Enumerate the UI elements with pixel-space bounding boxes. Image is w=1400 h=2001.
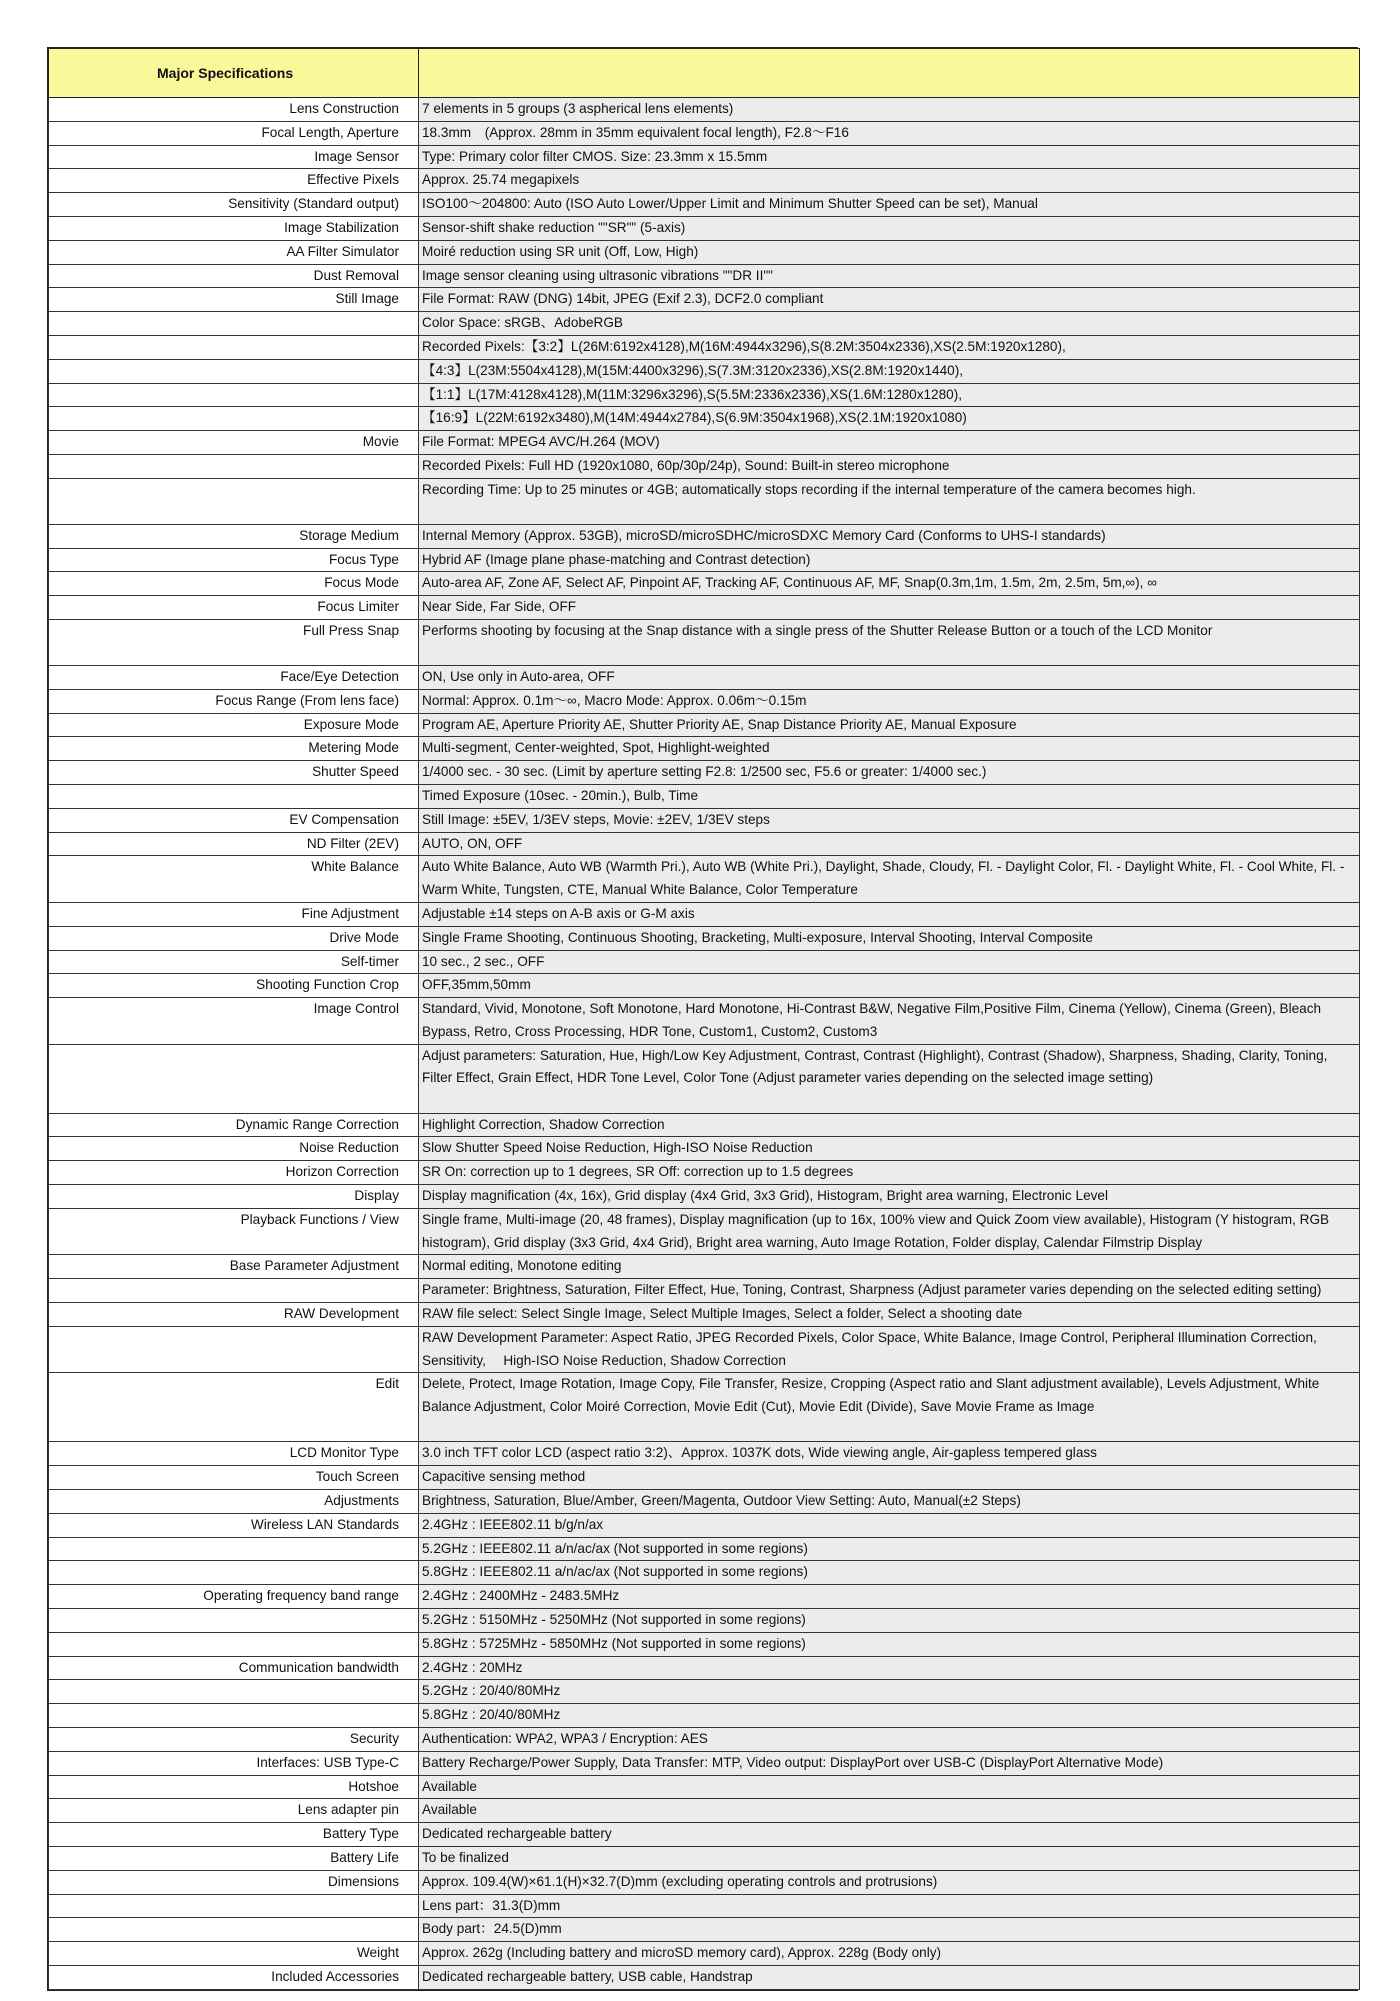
spec-label: [49, 1279, 419, 1303]
spec-row: [49, 193, 1360, 217]
spec-row: [49, 902, 1360, 926]
spec-value: Single frame, Multi-image (20, 48 frames), Display magnification (up to 16x, 100% view and Quick Zoom view available), Histogram (Y histogram, RGB histogram), Grid display (3x3 Grid, 4x4 Grid), Bright area warning, Auto Image Rotation, Folder display, Calendar Filmstrip Display: [419, 1208, 1360, 1255]
spec-row: [49, 737, 1360, 761]
spec-label: AA Filter Simulator: [49, 240, 419, 264]
spec-row: [49, 1255, 1360, 1279]
spec-row: [49, 665, 1360, 689]
spec-value: Adjustable ±14 steps on A-B axis or G-M axis: [419, 902, 1360, 926]
spec-value: 3.0 inch TFT color LCD (aspect ratio 3:2)、Approx. 1037K dots, Wide viewing angle, Air-gapless tempered glass: [419, 1442, 1360, 1466]
spec-row: [49, 1161, 1360, 1185]
spec-value: 18.3mm (Approx. 28mm in 35mm equivalent focal length), F2.8～F16: [419, 121, 1360, 145]
spec-row: [49, 1942, 1360, 1966]
spec-label: [49, 1561, 419, 1585]
spec-label: [49, 1537, 419, 1561]
spec-row: [49, 1894, 1360, 1918]
spec-label: Focus Range (From lens face): [49, 689, 419, 713]
spec-label: [49, 1918, 419, 1942]
spec-label: [49, 312, 419, 336]
spec-label: Storage Medium: [49, 524, 419, 548]
spec-value: Slow Shutter Speed Noise Reduction, High-ISO Noise Reduction: [419, 1137, 1360, 1161]
spec-value: 2.4GHz : 20MHz: [419, 1656, 1360, 1680]
spec-row: [49, 1513, 1360, 1537]
spec-value: RAW file select: Select Single Image, Select Multiple Images, Select a folder, Select a shooting date: [419, 1303, 1360, 1327]
spec-label: Weight: [49, 1942, 419, 1966]
spec-label: Dimensions: [49, 1870, 419, 1894]
spec-value: Lens part：31.3(D)mm: [419, 1894, 1360, 1918]
spec-value: AUTO, ON, OFF: [419, 832, 1360, 856]
spec-label: ND Filter (2EV): [49, 832, 419, 856]
spec-label: Playback Functions / View: [49, 1208, 419, 1255]
spec-value: Display magnification (4x, 16x), Grid display (4x4 Grid, 3x3 Grid), Histogram, Bright area warning, Electronic Level: [419, 1185, 1360, 1209]
spec-value: Recorded Pixels:【3:2】L(26M:6192x4128),M(16M:4944x3296),S(8.2M:3504x2336),XS(2.5M:1920x1280),: [419, 335, 1360, 359]
spec-row: [49, 216, 1360, 240]
spec-row: [49, 1799, 1360, 1823]
spec-row: [49, 1044, 1360, 1113]
spec-label: [49, 383, 419, 407]
spec-value: Normal: Approx. 0.1m～∞, Macro Mode: Approx. 0.06m～0.15m: [419, 689, 1360, 713]
spec-value: 5.8GHz : 5725MHz - 5850MHz (Not supported in some regions): [419, 1632, 1360, 1656]
spec-label: [49, 784, 419, 808]
spec-value: Dedicated rechargeable battery: [419, 1823, 1360, 1847]
spec-label: [49, 454, 419, 478]
spec-row: [49, 1728, 1360, 1752]
spec-value: Auto-area AF, Zone AF, Select AF, Pinpoint AF, Tracking AF, Continuous AF, MF, Snap(0.3m,1m, 1.5m, 2m, 2.5m, 5m,∞), ∞: [419, 572, 1360, 596]
spec-row: [49, 288, 1360, 312]
spec-label: Battery Life: [49, 1847, 419, 1871]
spec-row: [49, 98, 1360, 122]
spec-row: [49, 240, 1360, 264]
spec-label: Adjustments: [49, 1490, 419, 1514]
spec-value: Hybrid AF (Image plane phase-matching and Contrast detection): [419, 548, 1360, 572]
spec-row: [49, 1113, 1360, 1137]
spec-value: 2.4GHz : IEEE802.11 b/g/n/ax: [419, 1513, 1360, 1537]
spec-value: 7 elements in 5 groups (3 aspherical lens elements): [419, 98, 1360, 122]
spec-row: [49, 1918, 1360, 1942]
spec-label: Dynamic Range Correction: [49, 1113, 419, 1137]
spec-label: Movie: [49, 431, 419, 455]
spec-label: Focus Mode: [49, 572, 419, 596]
spec-value: Timed Exposure (10sec. - 20min.), Bulb, Time: [419, 784, 1360, 808]
spec-row: [49, 312, 1360, 336]
spec-value: Standard, Vivid, Monotone, Soft Monotone, Hard Monotone, Hi-Contrast B&W, Negative Film,Positive Film, Cinema (Yellow), Cinema (Green), Bleach Bypass, Retro, Cross Processing, HDR Tone, Custom1, Custom2, Custom3: [419, 998, 1360, 1045]
spec-value: ISO100～204800: Auto (ISO Auto Lower/Upper Limit and Minimum Shutter Speed can be set), Manual: [419, 193, 1360, 217]
spec-row: [49, 1466, 1360, 1490]
spec-value: Adjust parameters: Saturation, Hue, High/Low Key Adjustment, Contrast, Contrast (Highlight), Contrast (Shadow), Sharpness, Shading, Clarity, Toning, Filter Effect, Grain Effect, HDR Tone Level, Color Tone (Adjust parameter varies depending on the selected image setting): [419, 1044, 1360, 1113]
spec-value: Performs shooting by focusing at the Snap distance with a single press of the Shutter Release Button or a touch of the LCD Monitor: [419, 619, 1360, 665]
spec-label: Interfaces: USB Type-C: [49, 1751, 419, 1775]
spec-value: Approx. 25.74 megapixels: [419, 169, 1360, 193]
spec-label: Focus Type: [49, 548, 419, 572]
spec-sheet: [47, 47, 1358, 1991]
table-header-row: [49, 49, 1360, 98]
spec-row: [49, 1847, 1360, 1871]
spec-label: [49, 1894, 419, 1918]
spec-row: [49, 619, 1360, 665]
spec-label: Sensitivity (Standard output): [49, 193, 419, 217]
spec-value: Normal editing, Monotone editing: [419, 1255, 1360, 1279]
spec-row: [49, 1585, 1360, 1609]
spec-row: [49, 926, 1360, 950]
spec-row: [49, 689, 1360, 713]
spec-table: [48, 48, 1360, 1990]
spec-row: [49, 548, 1360, 572]
spec-value: Authentication: WPA2, WPA3 / Encryption: AES: [419, 1728, 1360, 1752]
spec-value: Type: Primary color filter CMOS. Size: 23.3mm x 15.5mm: [419, 145, 1360, 169]
spec-row: [49, 121, 1360, 145]
spec-row: [49, 1775, 1360, 1799]
spec-value: Moiré reduction using SR unit (Off, Low, High): [419, 240, 1360, 264]
spec-value: File Format: RAW (DNG) 14bit, JPEG (Exif 2.3), DCF2.0 compliant: [419, 288, 1360, 312]
spec-value: 【16:9】L(22M:6192x3480),M(14M:4944x2784),S(6.9M:3504x1968),XS(2.1M:1920x1080): [419, 407, 1360, 431]
spec-row: [49, 1537, 1360, 1561]
spec-row: [49, 1609, 1360, 1633]
spec-label: [49, 1609, 419, 1633]
spec-label: Focal Length, Aperture: [49, 121, 419, 145]
spec-row: [49, 1561, 1360, 1585]
spec-label: [49, 1326, 419, 1373]
spec-row: [49, 524, 1360, 548]
spec-value: Battery Recharge/Power Supply, Data Transfer: MTP, Video output: DisplayPort over USB-C (DisplayPort Alternative Mode): [419, 1751, 1360, 1775]
spec-row: [49, 264, 1360, 288]
spec-value: 5.2GHz : 20/40/80MHz: [419, 1680, 1360, 1704]
spec-row: [49, 359, 1360, 383]
spec-row: [49, 431, 1360, 455]
spec-row: [49, 478, 1360, 524]
spec-value: Program AE, Aperture Priority AE, Shutter Priority AE, Snap Distance Priority AE, Manual Exposure: [419, 713, 1360, 737]
header-value: [419, 49, 1360, 98]
spec-label: Dust Removal: [49, 264, 419, 288]
spec-value: Brightness, Saturation, Blue/Amber, Green/Magenta, Outdoor View Setting: Auto, Manual(±2 Steps): [419, 1490, 1360, 1514]
spec-value: 1/4000 sec. - 30 sec. (Limit by aperture setting F2.8: 1/2500 sec, F5.6 or greater: 1/4000 sec.): [419, 761, 1360, 785]
spec-label: Communication bandwidth: [49, 1656, 419, 1680]
spec-label: Drive Mode: [49, 926, 419, 950]
spec-value: OFF,35mm,50mm: [419, 974, 1360, 998]
spec-label: Image Control: [49, 998, 419, 1045]
spec-label: [49, 407, 419, 431]
spec-value: Highlight Correction, Shadow Correction: [419, 1113, 1360, 1137]
spec-row: [49, 1680, 1360, 1704]
spec-value: Dedicated rechargeable battery, USB cable, Handstrap: [419, 1965, 1360, 1989]
spec-value: 【4:3】L(23M:5504x4128),M(15M:4400x3296),S(7.3M:3120x2336),XS(2.8M:1920x1440),: [419, 359, 1360, 383]
header-title: Major Specifications: [49, 49, 419, 98]
spec-label: Operating frequency band range: [49, 1585, 419, 1609]
spec-value: Approx. 262g (Including battery and microSD memory card), Approx. 228g (Body only): [419, 1942, 1360, 1966]
spec-value: Sensor-shift shake reduction ""SR"" (5-axis): [419, 216, 1360, 240]
spec-label: Lens Construction: [49, 98, 419, 122]
spec-label: Display: [49, 1185, 419, 1209]
spec-row: [49, 1632, 1360, 1656]
spec-value: SR On: correction up to 1 degrees, SR Off: correction up to 1.5 degrees: [419, 1161, 1360, 1185]
spec-label: [49, 1704, 419, 1728]
spec-label: EV Compensation: [49, 808, 419, 832]
spec-row: [49, 761, 1360, 785]
spec-value: 5.8GHz : IEEE802.11 a/n/ac/ax (Not supported in some regions): [419, 1561, 1360, 1585]
spec-value: 5.2GHz : IEEE802.11 a/n/ac/ax (Not supported in some regions): [419, 1537, 1360, 1561]
spec-row: [49, 832, 1360, 856]
spec-value: Recording Time: Up to 25 minutes or 4GB; automatically stops recording if the internal temperature of the camera becomes high.: [419, 478, 1360, 524]
spec-label: [49, 1044, 419, 1113]
spec-row: [49, 383, 1360, 407]
spec-row: [49, 1326, 1360, 1373]
spec-value: 10 sec., 2 sec., OFF: [419, 950, 1360, 974]
spec-label: Fine Adjustment: [49, 902, 419, 926]
spec-value: Approx. 109.4(W)×61.1(H)×32.7(D)mm (excluding operating controls and protrusions): [419, 1870, 1360, 1894]
spec-value: Single Frame Shooting, Continuous Shooting, Bracketing, Multi-exposure, Interval Shooting, Interval Composite: [419, 926, 1360, 950]
spec-value: Available: [419, 1775, 1360, 1799]
spec-row: [49, 407, 1360, 431]
spec-row: [49, 1704, 1360, 1728]
spec-label: Wireless LAN Standards: [49, 1513, 419, 1537]
spec-label: [49, 478, 419, 524]
spec-row: [49, 145, 1360, 169]
spec-value: To be finalized: [419, 1847, 1360, 1871]
spec-label: Self-timer: [49, 950, 419, 974]
spec-value: ON, Use only in Auto-area, OFF: [419, 665, 1360, 689]
spec-value: Parameter: Brightness, Saturation, Filter Effect, Hue, Toning, Contrast, Sharpness (Adjust parameter varies depending on the selected editing setting): [419, 1279, 1360, 1303]
spec-row: [49, 454, 1360, 478]
spec-row: [49, 1490, 1360, 1514]
spec-label: Full Press Snap: [49, 619, 419, 665]
spec-row: [49, 1185, 1360, 1209]
spec-row: [49, 808, 1360, 832]
spec-label: Touch Screen: [49, 1466, 419, 1490]
spec-row: [49, 335, 1360, 359]
spec-label: Noise Reduction: [49, 1137, 419, 1161]
spec-label: Shutter Speed: [49, 761, 419, 785]
spec-label: Horizon Correction: [49, 1161, 419, 1185]
spec-label: Battery Type: [49, 1823, 419, 1847]
spec-row: [49, 1870, 1360, 1894]
spec-label: Included Accessories: [49, 1965, 419, 1989]
spec-row: [49, 856, 1360, 903]
spec-value: Still Image: ±5EV, 1/3EV steps, Movie: ±2EV, 1/3EV steps: [419, 808, 1360, 832]
spec-value: Recorded Pixels: Full HD (1920x1080, 60p/30p/24p), Sound: Built-in stereo microphone: [419, 454, 1360, 478]
spec-label: LCD Monitor Type: [49, 1442, 419, 1466]
spec-value: 【1:1】L(17M:4128x4128),M(11M:3296x3296),S(5.5M:2336x2336),XS(1.6M:1280x1280),: [419, 383, 1360, 407]
spec-value: Image sensor cleaning using ultrasonic vibrations ""DR II"": [419, 264, 1360, 288]
spec-row: [49, 1442, 1360, 1466]
spec-label: Base Parameter Adjustment: [49, 1255, 419, 1279]
spec-value: Internal Memory (Approx. 53GB), microSD/microSDHC/microSDXC Memory Card (Conforms to UHS-I standards): [419, 524, 1360, 548]
spec-value: Multi-segment, Center-weighted, Spot, Highlight-weighted: [419, 737, 1360, 761]
spec-value: RAW Development Parameter: Aspect Ratio, JPEG Recorded Pixels, Color Space, White Balance, Image Control, Peripheral Illumination Correction, Sensitivity, High-ISO Noise Reduction, Shadow Correction: [419, 1326, 1360, 1373]
spec-label: Exposure Mode: [49, 713, 419, 737]
spec-row: [49, 1303, 1360, 1327]
spec-label: Face/Eye Detection: [49, 665, 419, 689]
spec-row: [49, 1137, 1360, 1161]
spec-row: [49, 974, 1360, 998]
spec-label: [49, 359, 419, 383]
spec-value: File Format: MPEG4 AVC/H.264 (MOV): [419, 431, 1360, 455]
spec-value: Delete, Protect, Image Rotation, Image Copy, File Transfer, Resize, Cropping (Aspect ratio and Slant adjustment available), Levels Adjustment, White Balance Adjustment, Color Moiré Correction, Movie Edit (Cut), Movie Edit (Divide), Save Movie Frame as Image: [419, 1373, 1360, 1442]
spec-label: Still Image: [49, 288, 419, 312]
spec-label: [49, 1680, 419, 1704]
spec-row: [49, 169, 1360, 193]
spec-value: 5.8GHz : 20/40/80MHz: [419, 1704, 1360, 1728]
spec-label: White Balance: [49, 856, 419, 903]
spec-label: [49, 335, 419, 359]
spec-row: [49, 1656, 1360, 1680]
spec-row: [49, 572, 1360, 596]
spec-row: [49, 998, 1360, 1045]
spec-label: Lens adapter pin: [49, 1799, 419, 1823]
spec-row: [49, 1373, 1360, 1442]
spec-label: Security: [49, 1728, 419, 1752]
spec-label: Image Sensor: [49, 145, 419, 169]
spec-row: [49, 1823, 1360, 1847]
spec-label: Metering Mode: [49, 737, 419, 761]
spec-value: Color Space: sRGB、AdobeRGB: [419, 312, 1360, 336]
spec-row: [49, 1751, 1360, 1775]
spec-label: Hotshoe: [49, 1775, 419, 1799]
spec-label: [49, 1632, 419, 1656]
spec-row: [49, 784, 1360, 808]
spec-label: Shooting Function Crop: [49, 974, 419, 998]
spec-value: Auto White Balance, Auto WB (Warmth Pri.), Auto WB (White Pri.), Daylight, Shade, Cloudy, Fl. - Daylight Color, Fl. - Daylight White, Fl. - Cool White, Fl. - Warm White, Tungsten, CTE, Manual White Balance, Color Temperature: [419, 856, 1360, 903]
spec-row: [49, 1279, 1360, 1303]
spec-value: Capacitive sensing method: [419, 1466, 1360, 1490]
spec-row: [49, 1208, 1360, 1255]
spec-value: Near Side, Far Side, OFF: [419, 596, 1360, 620]
spec-row: [49, 596, 1360, 620]
spec-row: [49, 713, 1360, 737]
spec-label: Effective Pixels: [49, 169, 419, 193]
spec-row: [49, 950, 1360, 974]
spec-row: [49, 1965, 1360, 1989]
spec-label: RAW Development: [49, 1303, 419, 1327]
spec-value: 5.2GHz : 5150MHz - 5250MHz (Not supported in some regions): [419, 1609, 1360, 1633]
spec-label: Edit: [49, 1373, 419, 1442]
spec-label: Image Stabilization: [49, 216, 419, 240]
spec-value: 2.4GHz : 2400MHz - 2483.5MHz: [419, 1585, 1360, 1609]
spec-label: Focus Limiter: [49, 596, 419, 620]
spec-value: Available: [419, 1799, 1360, 1823]
spec-value: Body part：24.5(D)mm: [419, 1918, 1360, 1942]
